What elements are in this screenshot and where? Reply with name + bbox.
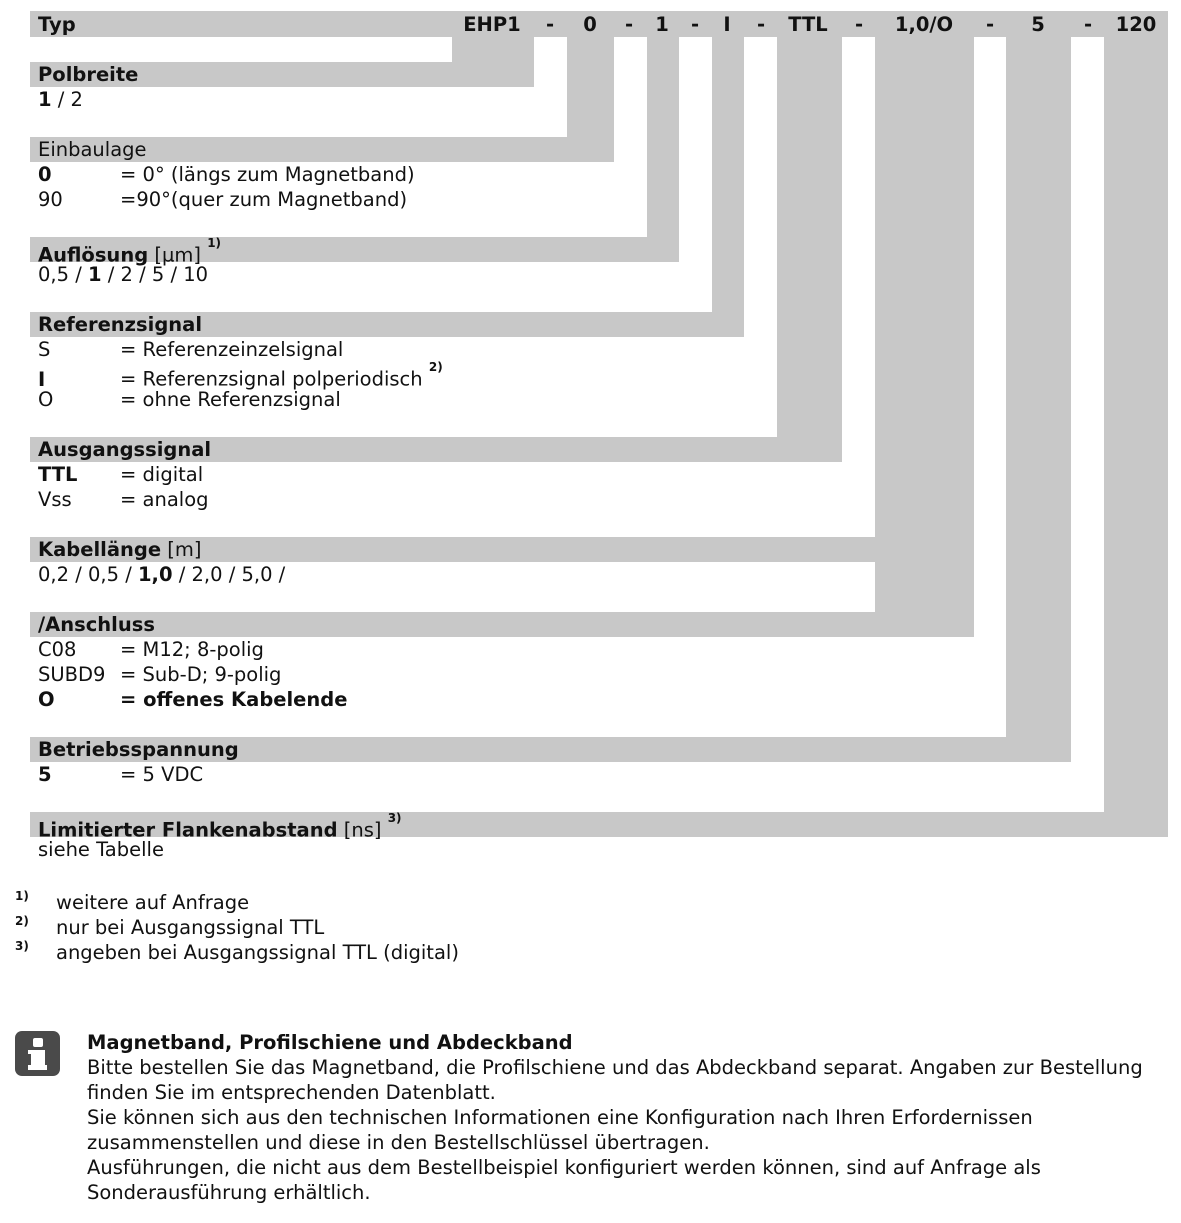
option-value: = Referenzeinzelsignal — [120, 338, 344, 361]
section-values — [0, 837, 1181, 862]
section-1 — [0, 62, 1181, 112]
code-segment: 1 — [655, 13, 669, 36]
option-key: Vss — [38, 488, 72, 511]
code-segment: 0 — [583, 13, 597, 36]
section-heading — [30, 137, 614, 162]
option-key: C08 — [38, 638, 77, 661]
option-value: = offenes Kabelende — [120, 688, 348, 711]
section-title: Limitierter Flankenabstand — [38, 818, 338, 842]
section-title: Auflösung — [38, 243, 149, 267]
option-row — [0, 487, 1181, 512]
section-6 — [0, 537, 1181, 587]
info-note — [87, 1030, 1147, 1205]
section-values — [0, 562, 1181, 587]
footnote-ref: 2) — [428, 360, 443, 374]
option-value: = Referenzsignal polperiodisch — [120, 367, 423, 391]
section-7 — [0, 612, 1181, 712]
option-row — [0, 687, 1181, 712]
section-title-line — [38, 137, 147, 163]
section-title: Einbaulage — [38, 138, 147, 161]
option-key: SUBD9 — [38, 663, 106, 686]
option-value: =90°(quer zum Magnetband) — [120, 188, 408, 211]
section-title-line — [38, 62, 138, 88]
type-code-bar — [30, 11, 1168, 37]
option-row — [0, 662, 1181, 687]
option-value: = 0° (längs zum Magnetband) — [120, 163, 415, 186]
info-paragraph: Bitte bestellen Sie das Magnetband, die Profilschiene und das Abdeckband separat. Angaben zur Bestellung finden Sie im entsprechenden Datenblatt. — [87, 1056, 1143, 1104]
option-row — [0, 360, 1181, 391]
footnote-text: angeben bei Ausgangssignal TTL (digital) — [56, 941, 459, 964]
section-heading — [30, 737, 1071, 762]
section-title-line — [38, 537, 201, 563]
section-heading — [30, 612, 974, 637]
type-label: Typ — [38, 13, 76, 36]
value-part: 0,2 / 0,5 / — [38, 563, 138, 586]
section-title-line — [38, 737, 239, 763]
section-title-line — [38, 437, 211, 463]
section-title: Betriebsspannung — [38, 738, 239, 761]
header-notch — [30, 37, 452, 60]
option-value: = 5 VDC — [120, 763, 204, 786]
section-3 — [0, 237, 1181, 287]
info-paragraphs — [87, 1055, 1147, 1205]
option-row — [0, 637, 1181, 662]
section-title: Ausgangssignal — [38, 438, 212, 461]
code-separator: - — [854, 13, 864, 36]
option-row — [0, 387, 1181, 412]
option-value: = ohne Referenzsignal — [120, 388, 341, 411]
section-title-line — [38, 312, 202, 338]
footnote-text: nur bei Ausgangssignal TTL — [56, 916, 325, 939]
code-segment: EHP1 — [463, 13, 521, 36]
option-row — [0, 162, 1181, 187]
section-values — [0, 262, 1181, 287]
section-8 — [0, 737, 1181, 787]
section-values — [0, 87, 1181, 112]
value-part: / 2 / 5 / 10 — [101, 263, 209, 286]
code-segment: TTL — [788, 13, 828, 36]
section-2 — [0, 137, 1181, 212]
section-heading — [30, 811, 1168, 842]
info-icon — [15, 1031, 60, 1076]
section-heading — [30, 537, 875, 562]
footnote-text: weitere auf Anfrage — [56, 891, 250, 914]
footnote-ref: 3) — [387, 811, 402, 825]
section-5 — [0, 437, 1181, 512]
section-unit: [m] — [167, 538, 202, 561]
section-title: Referenzsignal — [38, 313, 202, 336]
section-unit: [µm] — [154, 243, 201, 267]
value-part: siehe Tabelle — [38, 838, 164, 861]
info-paragraph: Ausführungen, die nicht aus dem Bestellbeispiel konfiguriert werden können, sind auf Anfrage als Sonderausführung erhältlich. — [87, 1156, 1041, 1204]
code-separator: - — [756, 13, 766, 36]
option-value: = Sub-D; 9-polig — [120, 663, 282, 686]
option-key: O — [38, 688, 55, 711]
footnote-mark: 3) — [15, 939, 29, 953]
section-4 — [0, 312, 1181, 412]
info-paragraph: Sie können sich aus den technischen Informationen eine Konfiguration nach Ihren Erfordernissen zusammenstellen und diese in den Bestellschlüssel übertragen. — [87, 1106, 1033, 1154]
option-key: 0 — [38, 163, 52, 186]
code-separator: - — [690, 13, 700, 36]
option-value: = M12; 8-polig — [120, 638, 264, 661]
section-heading — [30, 312, 744, 337]
section-title-line — [38, 612, 155, 638]
section-heading — [30, 437, 842, 462]
section-heading — [30, 62, 534, 87]
option-key: TTL — [38, 463, 78, 486]
footnote-mark: 1) — [15, 889, 29, 903]
option-row — [0, 187, 1181, 212]
option-row — [0, 762, 1181, 787]
footnote-ref: 1) — [207, 236, 222, 250]
section-title: /Anschluss — [38, 613, 155, 636]
option-row — [0, 337, 1181, 362]
section-unit: [ns] — [343, 818, 382, 842]
code-separator: - — [985, 13, 995, 36]
option-row — [0, 462, 1181, 487]
code-segment: 1,0/O — [894, 13, 954, 36]
option-key: 90 — [38, 188, 63, 211]
code-segment: 5 — [1031, 13, 1045, 36]
section-title: Polbreite — [38, 63, 139, 86]
section-title: Kabellänge — [38, 538, 162, 561]
code-separator: - — [545, 13, 555, 36]
code-separator: - — [624, 13, 634, 36]
section-heading — [30, 236, 679, 267]
value-part: 1,0 — [137, 563, 173, 586]
value-part: 1 — [38, 88, 52, 111]
option-value: = digital — [120, 463, 204, 486]
section-9 — [0, 812, 1181, 862]
info-title: Magnetband, Profilschiene und Abdeckband — [87, 1031, 573, 1054]
value-part: / 2,0 / 5,0 / — [172, 563, 286, 586]
value-part: 1 — [87, 263, 102, 286]
code-segment: 120 — [1115, 13, 1157, 36]
footnote-mark: 2) — [15, 914, 29, 928]
option-key: I — [38, 367, 46, 391]
code-segment: I — [723, 13, 731, 36]
value-part: / 2 — [51, 88, 83, 111]
option-key: O — [38, 388, 54, 411]
code-separator: - — [1083, 13, 1093, 36]
option-value: = analog — [120, 488, 209, 511]
value-part: 0,5 / — [38, 263, 88, 286]
option-key: S — [38, 338, 51, 361]
option-sections — [0, 62, 1181, 862]
option-key: 5 — [38, 763, 52, 786]
